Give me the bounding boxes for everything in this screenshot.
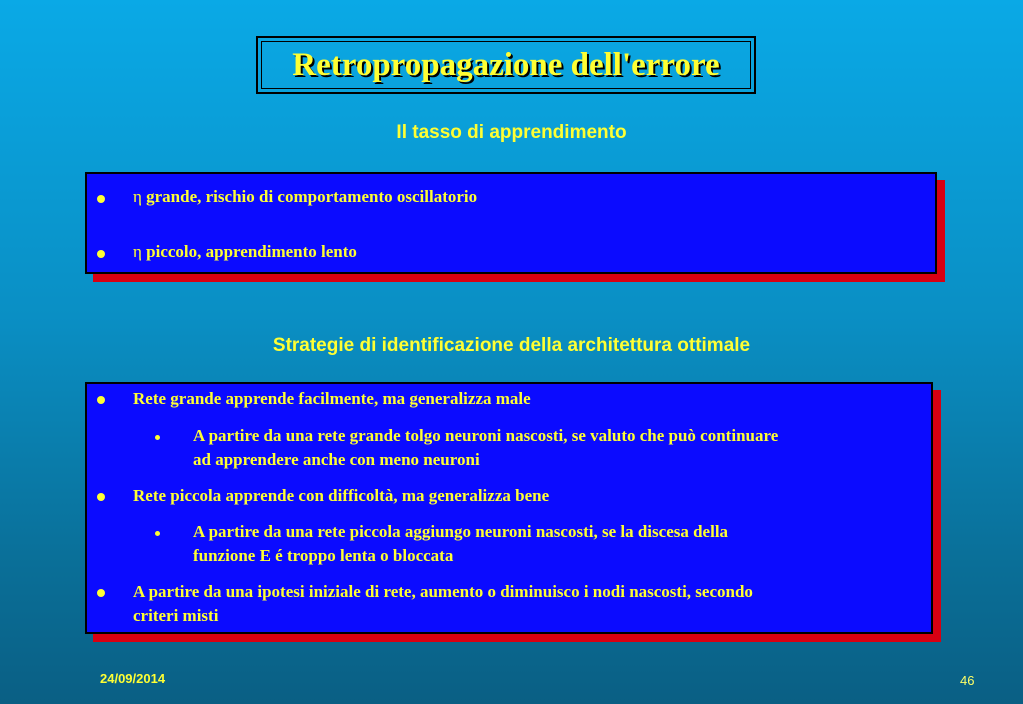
item-text: piccolo, apprendimento lento [141, 242, 357, 261]
bullet-icon [97, 589, 105, 597]
list-item: Rete piccola apprende con difficoltà, ma generalizza bene [133, 486, 550, 505]
item-line: A partire da una rete grande tolgo neuroni nascosti, se valuto che può continuare [193, 426, 779, 445]
bullet-icon [97, 493, 105, 501]
list-item: Rete grande apprende facilmente, ma generalizza male [133, 389, 531, 408]
sub-bullet-icon [155, 435, 160, 440]
architecture-strategies-box [85, 382, 943, 644]
sub-list-item [193, 424, 778, 472]
bullet-icon [97, 250, 105, 258]
sub-bullet-icon [155, 531, 160, 536]
slide-title: Retropropagazione dell'errore [261, 41, 751, 89]
list-item [133, 185, 477, 209]
sub-list-item [193, 520, 728, 568]
list-item [133, 580, 753, 628]
bullet-icon [97, 396, 105, 404]
page-number: 46 [960, 673, 975, 688]
eta-symbol: η [133, 242, 142, 261]
item-line: ad apprendere anche con meno neuroni [193, 450, 480, 469]
section-heading-learning-rate: Il tasso di apprendimento [396, 122, 627, 143]
eta-symbol: η [133, 187, 142, 206]
box-panel [85, 172, 937, 274]
section-heading-architecture: Strategie di identificazione della architettura ottimale [272, 335, 751, 356]
item-line: A partire da una ipotesi iniziale di rete, aumento o diminuisco i nodi nascosti, secondo [133, 582, 753, 601]
item-line: criteri misti [133, 606, 219, 625]
box-panel [85, 382, 933, 634]
title-frame [256, 36, 756, 94]
footer-date: 24/09/2014 [100, 671, 166, 686]
list-item [133, 240, 357, 264]
item-line: A partire da una rete piccola aggiungo neuroni nascosti, se la discesa della [193, 522, 729, 541]
item-line: funzione E é troppo lenta o bloccata [193, 546, 454, 565]
learning-rate-box [85, 172, 947, 284]
item-text: grande, rischio di comportamento oscillatorio [141, 187, 478, 206]
bullet-icon [97, 195, 105, 203]
